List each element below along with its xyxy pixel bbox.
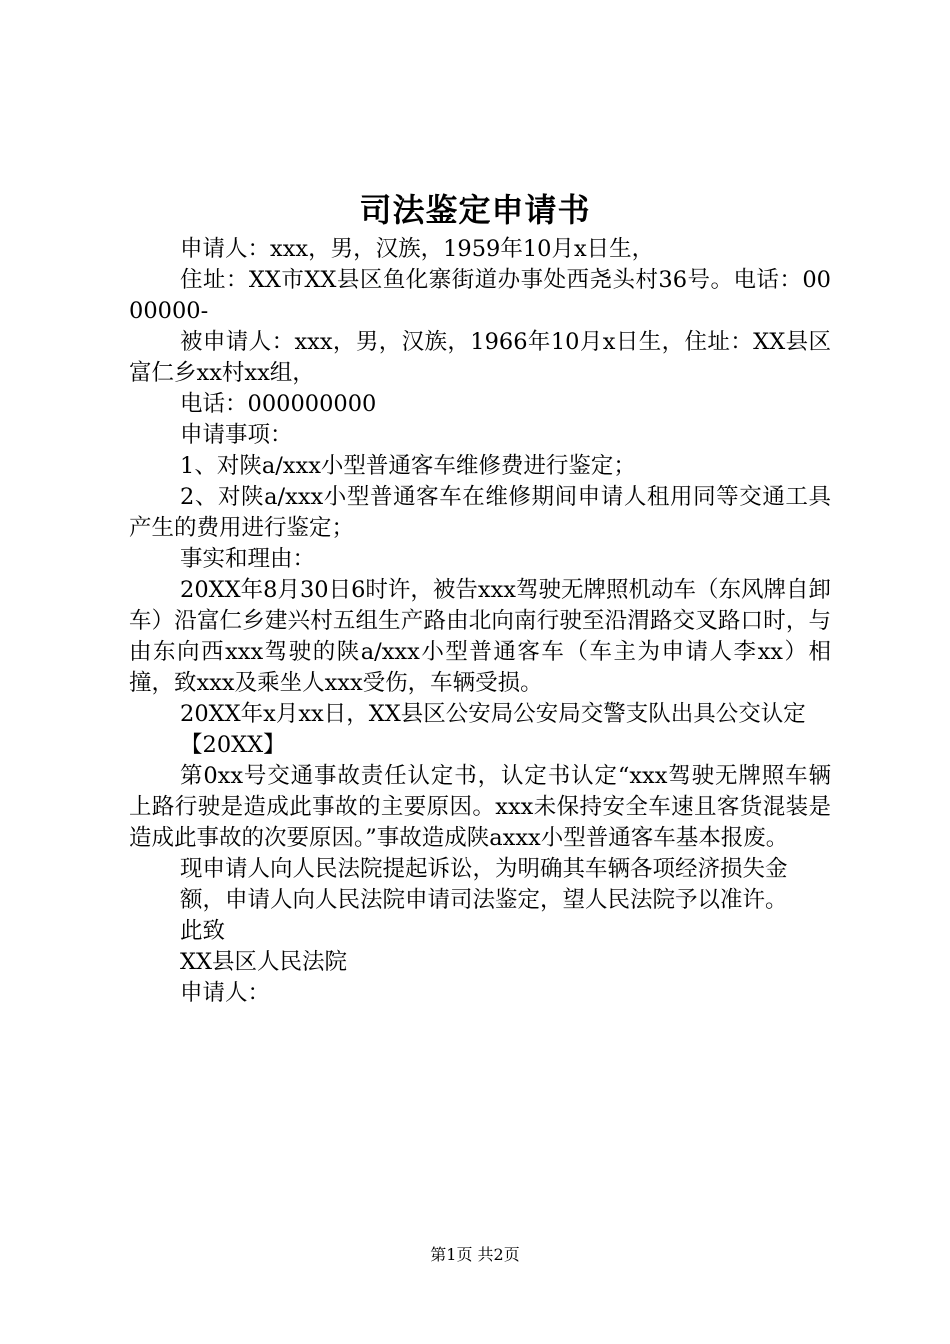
request-item-2: 2、对陕a/xxx小型普通客车在维修期间申请人租用同等交通工具产生的费用进行鉴定； <box>129 484 831 541</box>
police-finding-paragraph: 20XX年x月xx日，XX县区公安局公安局交警支队出具公交认定 <box>180 701 806 727</box>
case-number-line: 【20XX】 <box>180 732 286 758</box>
lawsuit-paragraph: 现申请人向人民法院提起诉讼，为明确其车辆各项经济损失金 <box>180 856 788 882</box>
document-body <box>129 234 831 1009</box>
facts-paragraph: 20XX年8月30日6时许，被告xxx驾驶无牌照机动车（东风牌自卸车）沿富仁乡建兴村五组生产路由北向南行驶至沿渭路交叉路口时，与由东向西xxx驾驶的陕a/xxx小型普通客车（车主为申请人李xx）相撞，致xxx及乘坐人xxx受伤，车辆受损。 <box>129 577 831 696</box>
request-paragraph: 额，申请人向人民法院申请司法鉴定，望人民法院予以准许。 <box>180 887 788 913</box>
applicant-line: 申请人：xxx，男，汉族，1959年10月x日生， <box>180 236 655 262</box>
signature-line: 申请人： <box>180 980 271 1006</box>
respondent-line: 被申请人：xxx，男，汉族，1966年10月x日生，住址：XX县区富仁乡xx村xx组， <box>129 329 831 386</box>
liability-paragraph: 第0xx号交通事故责任认定书，认定书认定“xxx驾驶无牌照车辆上路行驶是造成此事故的主要原因。xxx未保持安全车速且客货混装是造成此事故的次要原因。”事故造成陕axxx小型普通客车基本报废。 <box>129 763 831 851</box>
document-title: 司法鉴定申请书 <box>359 191 591 229</box>
facts-heading: 事实和理由： <box>180 546 316 572</box>
recipient-court: XX县区人民法院 <box>180 949 348 975</box>
respondent-phone: 电话：000000000 <box>180 391 377 417</box>
request-items-heading: 申请事项： <box>180 422 293 448</box>
page-footer: 第1页 共2页 <box>430 1245 520 1264</box>
request-item-1: 1、对陕a/xxx小型普通客车维修费进行鉴定； <box>180 453 636 479</box>
salutation-line: 此致 <box>180 918 226 944</box>
applicant-address: 住址：XX市XX县区鱼化寨街道办事处西尧头村36号。电话：0000000- <box>129 267 831 324</box>
